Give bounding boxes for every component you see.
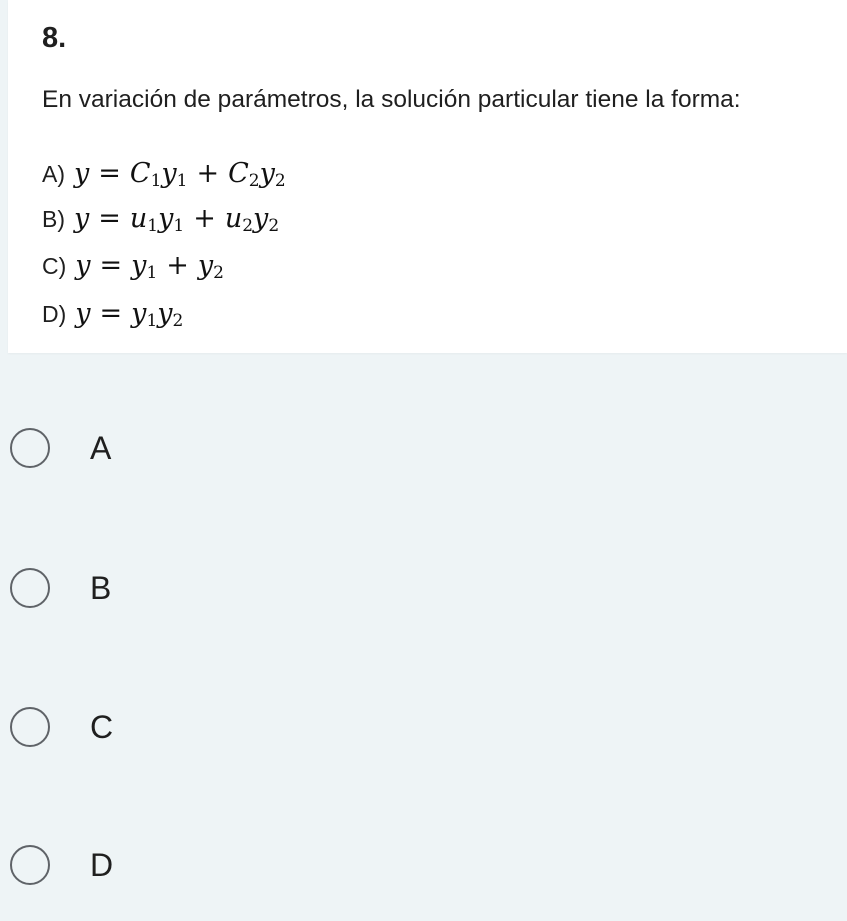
formula-variable: y [259, 158, 275, 189]
option-line-d [42, 298, 183, 334]
option-formula [74, 203, 279, 234]
choice-b[interactable] [10, 564, 111, 612]
choice-d[interactable] [10, 841, 113, 889]
formula-variable: y [158, 203, 174, 234]
formula-operator: = [98, 158, 121, 189]
answer-choices [0, 353, 847, 921]
formula-variable: C [129, 158, 151, 189]
formula-variable: y [75, 250, 91, 281]
formula-subscript: 1 [173, 216, 185, 236]
formula-subscript: 1 [146, 311, 158, 331]
formula-operator: + [193, 203, 216, 234]
formula-variable: y [74, 158, 90, 189]
formula-variable: C [228, 158, 249, 189]
option-letter: C) [42, 253, 67, 279]
formula-subscript: 1 [176, 171, 188, 191]
formula-subscript: 2 [274, 171, 286, 191]
formula-variable: y [75, 298, 91, 329]
radio-button-b[interactable] [10, 568, 50, 608]
formula-variable: y [197, 250, 214, 281]
formula-subscript: 2 [242, 216, 254, 236]
option-letter: A) [42, 161, 65, 187]
option-formula [75, 250, 224, 281]
question-text: En variación de parámetros, la solución particular tiene la forma: [42, 86, 741, 113]
option-line-a [42, 158, 286, 194]
option-line-b [42, 203, 279, 239]
formula-subscript: 2 [213, 263, 224, 283]
formula-subscript: 2 [268, 216, 280, 236]
option-letter: B) [42, 206, 65, 232]
radio-button-d[interactable] [10, 845, 50, 885]
formula-variable: y [157, 298, 173, 329]
formula-variable: y [161, 158, 177, 189]
option-line-c [42, 250, 224, 286]
radio-button-a[interactable] [10, 428, 50, 468]
question-card [8, 0, 847, 353]
formula-operator: + [196, 158, 220, 189]
formula-operator: = [99, 298, 123, 329]
formula-operator: + [166, 250, 189, 281]
choice-label: A [90, 429, 112, 466]
formula-variable: y [74, 203, 90, 234]
formula-subscript: 2 [172, 311, 184, 331]
formula-variable: y [131, 298, 147, 329]
choice-label: D [90, 846, 114, 883]
formula-variable: y [253, 203, 269, 234]
formula-subscript: 1 [146, 263, 158, 283]
choice-label: C [90, 708, 114, 745]
formula-subscript: 2 [248, 171, 260, 191]
formula-subscript: 1 [147, 216, 159, 236]
choice-label: B [90, 569, 112, 606]
formula-variable: u [224, 203, 243, 234]
formula-variable: y [131, 250, 147, 281]
question-number: 8. [42, 22, 67, 54]
option-formula [74, 158, 286, 189]
option-letter: D) [42, 301, 67, 327]
formula-variable: u [129, 203, 148, 234]
choice-a[interactable] [10, 424, 111, 472]
radio-button-c[interactable] [10, 707, 50, 747]
formula-operator: = [98, 203, 121, 234]
option-formula [75, 298, 183, 329]
choice-c[interactable] [10, 703, 113, 751]
formula-operator: = [99, 250, 123, 281]
formula-subscript: 1 [150, 171, 162, 191]
